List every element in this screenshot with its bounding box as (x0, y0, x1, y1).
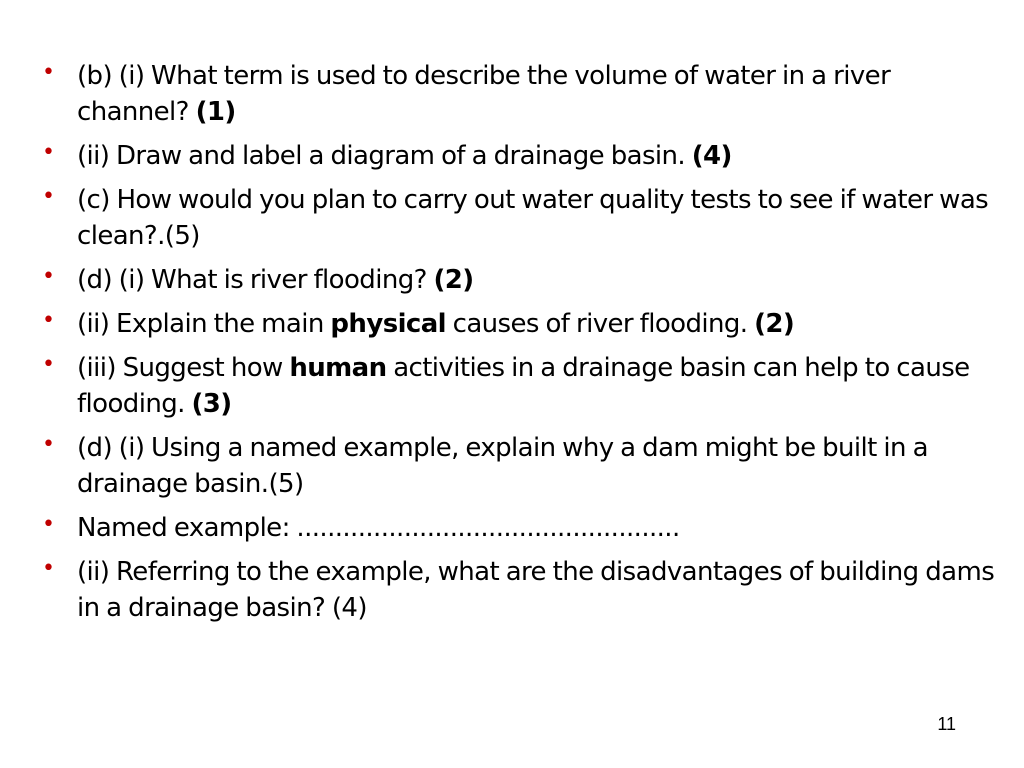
question-text-continued: activities in a drainage basin can help to cause flooding. (77, 353, 970, 419)
bullet-icon: • (42, 264, 55, 289)
bullet-icon: • (42, 556, 55, 581)
question-text: (ii) Referring to the example, what are the disadvantages of building dams in a drainage basin? (4) (77, 557, 995, 623)
question-text: (b) (i) What term is used to describe the volume of water in a river channel? (77, 61, 891, 127)
bullet-icon: • (42, 140, 55, 165)
question-b-i (40, 58, 1005, 130)
question-marks: (3) (191, 389, 232, 419)
slide-number: 11 (937, 714, 956, 734)
bullet-icon: • (42, 184, 55, 209)
question-marks: (1) (195, 97, 236, 127)
question-text: (d) (i) What is river flooding? (77, 265, 427, 295)
question-list (40, 58, 1005, 634)
question-text: Named example: .................................................. (77, 513, 680, 543)
question-c (40, 182, 1005, 254)
question-text: (c) How would you plan to carry out water quality tests to see if water was clean?.(5) (77, 185, 989, 251)
question-marks: (2) (754, 309, 795, 339)
question-emphasis: human (289, 353, 387, 383)
question-d-i (40, 262, 1005, 298)
bullet-icon: • (42, 512, 55, 537)
question-text: (d) (i) Using a named example, explain why a dam might be built in a drainage basin.(5) (77, 433, 928, 499)
question-text: (iii) Suggest how (77, 353, 283, 383)
question-d-ii (40, 306, 1005, 342)
bullet-icon: • (42, 308, 55, 333)
named-example-line (40, 510, 1005, 546)
question-marks: (4) (691, 141, 732, 171)
question-emphasis: physical (330, 309, 446, 339)
bullet-icon: • (42, 60, 55, 85)
question-b-ii (40, 138, 1005, 174)
question-dam-ii (40, 554, 1005, 626)
question-dam-i (40, 430, 1005, 502)
question-text: (ii) Draw and label a diagram of a drainage basin. (77, 141, 686, 171)
bullet-icon: • (42, 352, 55, 377)
question-d-iii (40, 350, 1005, 422)
question-marks: (2) (433, 265, 474, 295)
bullet-icon: • (42, 432, 55, 457)
question-text-continued: causes of river flooding. (452, 309, 748, 339)
question-text: (ii) Explain the main (77, 309, 324, 339)
